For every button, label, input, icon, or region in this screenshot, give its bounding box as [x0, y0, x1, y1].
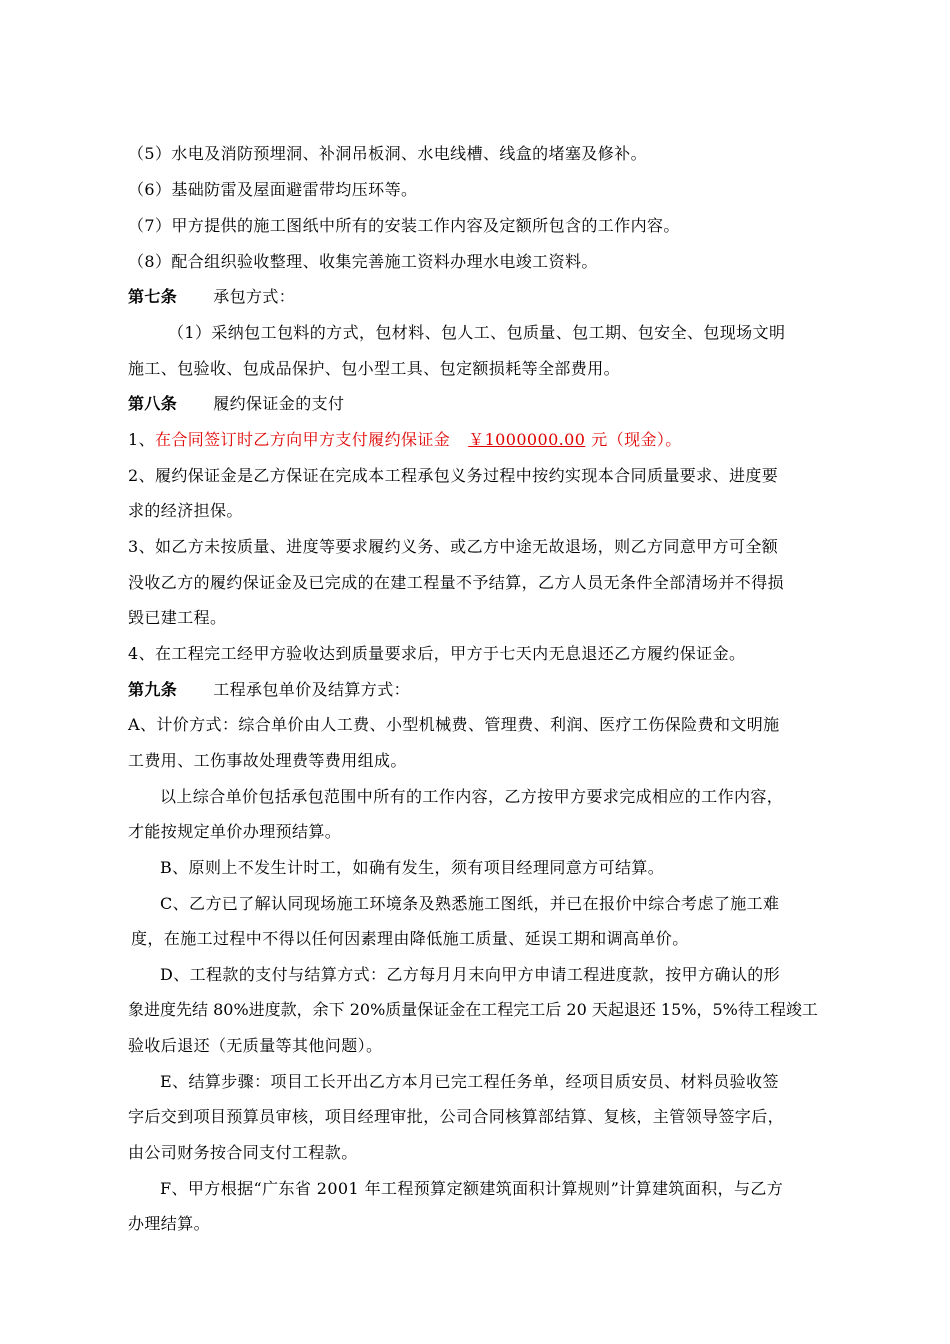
article-8-item-2-line-1: 2、履约保证金是乙方保证在完成本工程承包义务过程中按约实现本合同质量要求、进度要 — [128, 466, 779, 485]
article-9-item-c-line-1: C、乙方已了解认同现场施工环境条及熟悉施工图纸，并已在报价中综合考虑了施工难 — [160, 894, 780, 913]
article-9-heading — [128, 677, 410, 700]
article-9-item-b: B、原则上不发生计时工，如确有发生，须有项目经理同意方可结算。 — [160, 858, 665, 877]
article-7-para-line-1: （1）采纳包工包料的方式，包材料、包人工、包质量、包工期、包安全、包现场文明 — [168, 323, 786, 342]
clause-5: （5）水电及消防预埋洞、补洞吊板洞、水电线槽、线盒的堵塞及修补。 — [128, 144, 647, 163]
clause-6: （6）基础防雷及屋面避雷带均压环等。 — [128, 180, 418, 199]
article-8-item-3-line-3: 毁已建工程。 — [128, 608, 227, 627]
clause-7: （7）甲方提供的施工图纸中所有的安装工作内容及定额所包含的工作内容。 — [128, 216, 680, 235]
deposit-currency-note: 元（现金）。 — [591, 430, 682, 449]
article-8-item-3-line-2: 没收乙方的履约保证金及已完成的在建工程量不予结算，乙方人员无条件全部清场并不得损 — [128, 573, 785, 592]
item-1-number: 1、 — [128, 430, 155, 449]
article-7-title: 承包方式： — [213, 287, 296, 306]
article-8-item-1 — [128, 427, 682, 450]
article-9-item-c-line-2: 度，在施工过程中不得以任何因素理由降低施工质量、延误工期和调高单价。 — [131, 929, 689, 948]
article-8-heading — [128, 391, 344, 414]
article-9-item-e-line-1: E、结算步骤：项目工长开出乙方本月已完工程任务单，经项目质安员、材料员验收签 — [160, 1072, 779, 1091]
article-8-item-2-line-2: 求的经济担保。 — [128, 501, 243, 520]
article-7-para-line-2: 施工、包验收、包成品保护、包小型工具、包定额损耗等全部费用。 — [128, 359, 621, 378]
article-9-item-a-line-2: 工费用、工伤事故处理费等费用组成。 — [128, 751, 407, 770]
article-8-number: 第八条 — [128, 394, 178, 413]
article-9-item-e-line-3: 由公司财务按合同支付工程款。 — [128, 1143, 358, 1162]
article-9-item-d-line-2: 象进度先结 80%进度款，余下 20%质量保证金在工程完工后 20 天起退还 15%，5%待工程竣工 — [128, 1000, 818, 1019]
article-8-title: 履约保证金的支付 — [213, 394, 345, 413]
deposit-amount: ￥1000000.00 — [468, 430, 586, 449]
article-9-item-a-note-line-1: 以上综合单价包括承包范围中所有的工作内容，乙方按甲方要求完成相应的工作内容， — [160, 787, 784, 806]
article-9-number: 第九条 — [128, 680, 178, 699]
article-7-number: 第七条 — [128, 287, 178, 306]
article-9-item-d-line-1: D、工程款的支付与结算方式：乙方每月月末向甲方申请工程进度款，按甲方确认的形 — [160, 965, 781, 984]
clause-8: （8）配合组织验收整理、收集完善施工资料办理水电竣工资料。 — [128, 252, 598, 271]
deposit-statement: 在合同签订时乙方向甲方支付履约保证金 — [154, 430, 451, 449]
article-9-item-a-line-1: A、计价方式：综合单价由人工费、小型机械费、管理费、利润、医疗工伤保险费和文明施 — [128, 715, 780, 734]
article-9-item-f-line-2: 办理结算。 — [128, 1214, 211, 1233]
article-9-item-a-note-line-2: 才能按规定单价办理预结算。 — [128, 822, 342, 841]
article-9-item-f-line-1: F、甲方根据“广东省 2001 年工程预算定额建筑面积计算规则”计算建筑面积，与乙方 — [160, 1179, 784, 1198]
article-7-heading — [128, 284, 295, 307]
article-8-item-3-line-1: 3、如乙方未按质量、进度等要求履约义务、或乙方中途无故退场，则乙方同意甲方可全额 — [128, 537, 779, 556]
article-9-item-d-line-3: 验收后退还（无质量等其他问题）。 — [128, 1036, 383, 1055]
article-9-item-e-line-2: 字后交到项目预算员审核，项目经理审批，公司合同核算部结算、复核，主管领导签字后， — [128, 1107, 785, 1126]
article-9-title: 工程承包单价及结算方式： — [213, 680, 411, 699]
article-8-item-4: 4、在工程完工经甲方验收达到质量要求后，甲方于七天内无息退还乙方履约保证金。 — [128, 644, 746, 663]
